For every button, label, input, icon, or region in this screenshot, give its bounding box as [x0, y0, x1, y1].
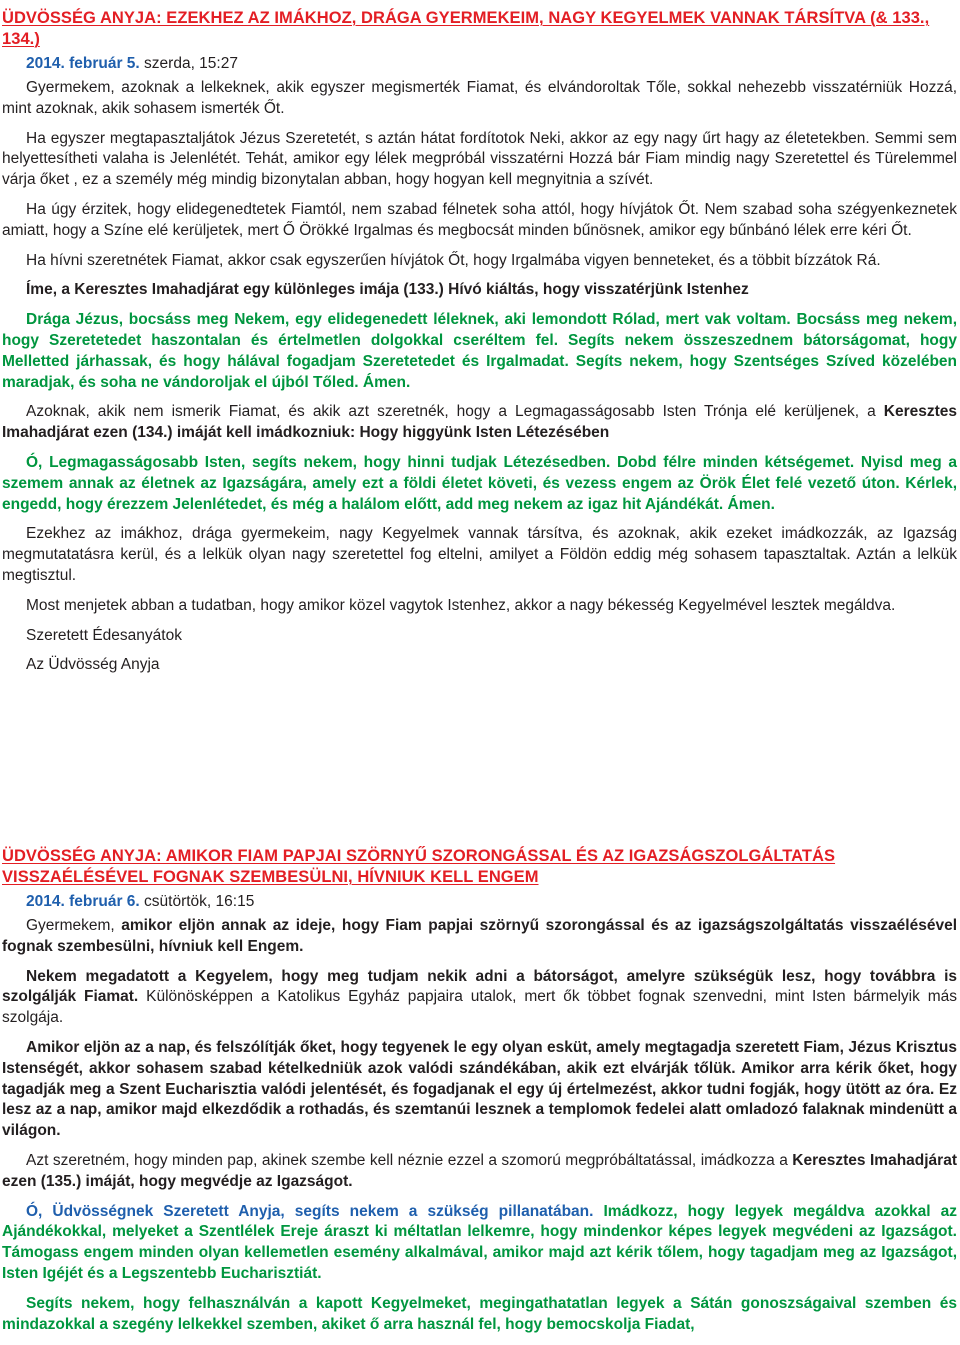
paragraph: Most menjetek abban a tudatban, hogy amikor közel vagytok Istenhez, akkor a nagy békesség Kegyelmével lesztek megáldva. [26, 596, 896, 614]
signature-line: Az Üdvösség Anyja [26, 656, 160, 674]
prayer-text: Segíts nekem, hogy felhasználván a kapott Kegyelmeket, megingathatatlan legyek a Sátán gonoszságaival szemben és mindazokkal a szegény lelkekkel szemben, akiket ő arra használ fel, hogy bemocskolja Fiadat, [2, 1294, 957, 1333]
paragraph-text: Azoknak, akik nem ismerik Fiamat, és akik azt szeretnék, hogy a Legmagasságosabb Isten Trónja elé kerüljenek, a [26, 403, 884, 421]
paragraph: Amikor eljön az a nap, és felszólítják őket, hogy tegyenek le egy olyan esküt, amely megtagadja szeretett Fiam, Jézus Krisztus Istenségét, akkor sohasem szabad kételkedniük azok valódi szándékában, akik ezt elvárják tőlük. Amikor arra kérik őket, hogy tagadják meg a Szent Eucharisztia valódi jelentését, és fogadjanak el egy új értelmezést, akkor tudni fogják, hogy ütött az óra. Ez lesz az a nap, amikor majd elkezdődik a rothadás, és szemtanúi lesznek a templomok fedelei alatt omladozó falaknak mindenütt a világon. [2, 1038, 957, 1140]
message-date [26, 54, 960, 74]
message-title: ÜDVÖSSÉG ANYJA: AMIKOR FIAM PAPJAI SZÖRNYŰ SZORONGÁSSAL ÉS AZ IGAZSÁGSZOLGÁLTATÁS VISSZAÉLÉSÉVEL FOGNAK SZEMBESÜLNI, HÍVNIUK KELL ENGEM [2, 847, 836, 886]
paragraph [0, 402, 960, 444]
paragraph [0, 967, 960, 1029]
paragraph-text: Azt szeretném, hogy minden pap, akinek szembe kell néznie ezzel a szomorú megpróbáltatással, imádkozza a [26, 1151, 793, 1169]
message-title: ÜDVÖSSÉG ANYJA: EZEKHEZ AZ IMÁKHOZ, DRÁGA GYERMEKEIM, NAGY KEGYELMEK VANNAK TÁRSÍTVA (& 133., 134.) [2, 9, 930, 48]
date-value: 2014. február 5. [26, 55, 140, 72]
paragraph-text: Különösképpen a Katolikus Egyház papjaira utalok, mert ők többet fognak szenvedni, mint Isten bármelyik más szolgája. [2, 988, 957, 1027]
paragraph-bold: amikor eljön annak az ideje, hogy Fiam papjai szörnyű szorongással és az igazságszolgáltatás visszaélésével fognak szembesülni, hívniuk kell Engem. [2, 917, 957, 955]
paragraph: Ha úgy érzitek, hogy elidegenedtetek Fiamtól, nem szabad félnetek soha attól, hogy hívjátok Őt. Nem szabad soha szégyenkeznetek amiatt, hogy a Színe elé kerüljetek, mert Ő Örökké Irgalmas és megbocsát minden bűnösnek, amikor egy bűnbánó lélek erre kéri Őt. [2, 200, 957, 239]
date-value: 2014. február 6. [26, 893, 140, 910]
paragraph: Gyermekem, azoknak a lelkeknek, akik egyszer megismerték Fiamat, és elvándoroltak Tőle, sokkal nehezebb visszatérniük Hozzá, mint azoknak, akik sohasem ismerték Őt. [2, 79, 957, 117]
message-date [26, 892, 960, 912]
paragraph: Ha hívni szeretnétek Fiamat, akkor csak egyszerűen hívjátok Őt, hogy Irgalmába vigyen benneteket, és a többit bízzátok Rá. [26, 251, 881, 269]
message-section-1 [0, 8, 960, 676]
prayer-text [0, 1202, 960, 1285]
message-section-2 [0, 846, 960, 1335]
prayer-text: Drága Jézus, bocsáss meg Nekem, egy elidegenedett léleknek, aki lemondott Rólad, mert vak voltam. Bocsáss meg nekem, hogy Szeretetedet haszontalan és értelmetlen dolgokkal cseréltem fel. Segíts nekem összeszednem bátorságomat, hogy Melletted járhassak, és hogy hálával fogadjam Szeretetedet és Irgalmadat. Segíts nekem, hogy Szentséges Szíved közelében maradjak, és soha ne vándoroljak el újból Tőled. Ámen. [2, 311, 957, 391]
paragraph [0, 1151, 960, 1193]
paragraph-bold: Nekem megadatott a Kegyelem, hogy meg tudjam nekik adni a bátorságot, amelyre szükségük lesz, hogy továbbra is szolgálják Fiamat. [2, 967, 957, 1006]
prayer-opening: Ó, Üdvösségnek Szeretett Anyja, segíts nekem a szükség pillanatában. [26, 1202, 594, 1220]
paragraph: Ezekhez az imákhoz, drága gyermekeim, nagy Kegyelmek vannak társítva, és azoknak, akik ezeket imádkozzák, az Igazság megmutatatásra kerül, és a lelkük olyan nagy szeretettel fog eltelni, amilyet a Földön eddig még sohasem tapasztaltak. Aztán a lelkük megtisztul. [2, 525, 957, 584]
prayer-intro: Keresztes Imahadjárat ezen (134.) imáját kell imádkozniuk: Hogy higgyünk Isten Létezésében [2, 403, 957, 442]
paragraph: Ha egyszer megtapasztaljátok Jézus Szeretetét, s aztán hátat fordítotok Neki, akkor az egy nagy űrt hagy az életetekben. Semmi sem helyettesítheti valaha is Jelenlétét. Tehát, amikor egy lélek megpróbál visszatérni Hozzá bár Fiam mindig nagy Szeretettel és Türelemmel várja őket , ez a személy még mindig bizonytalan abban, hogy hogyan kell megnyitnia a szívét. [2, 129, 957, 189]
day-time: szerda, 15:27 [139, 55, 238, 72]
prayer-intro: Keresztes Imahadjárat ezen (135.) imáját, hogy megvédje az Igazságot. [2, 1151, 957, 1190]
prayer-intro: Íme, a Keresztes Imahadjárat egy különleges imája (133.) Hívó kiáltás, hogy visszatérjünk Istenhez [26, 281, 749, 299]
signature-line: Szeretett Édesanyátok [26, 626, 182, 644]
prayer-text: Ó, Legmagasságosabb Isten, segíts nekem, hogy hinni tudjak Létezésedben. Dobd félre minden kétségemet. Nyisd meg a szemem annak az életnek az Igazságára, amely ezt a földi életet követi, és vezess engem az Örök Élet felé vezető úton. Kérlek, engedd, hogy érezzem Jelenlétedet, és még a halálom előtt, add meg nekem az igaz hit Ajándékát. Ámen. [2, 453, 957, 513]
paragraph [0, 916, 960, 958]
day-time: csütörtök, 16:15 [139, 893, 255, 910]
paragraph-text: Gyermekem, [26, 917, 122, 934]
prayer-body: Imádkozz, hogy legyek megáldva azokkal az Ajándékokkal, melyeket a Szentlélek Ereje áraszt ki méltatlan lelkemre, hogy mindenkor képes legyek megvédeni az Igazságot. Támogass engem minden olyan kellemetlen esemény alkalmával, amikor majd azt kérik tőlem, hogy tagadjam meg az Igazságot, Isten Igéjét és a Legszentebb Eucharisztiát. [2, 1202, 957, 1282]
